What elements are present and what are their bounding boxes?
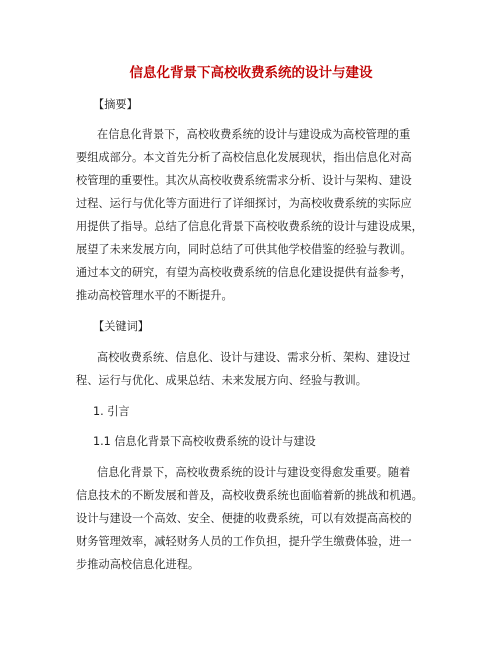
abstract-line: 过程、运行与优化等方面进行了详细探讨，为高校收费系统的实际应 [76, 197, 412, 210]
abstract-line: 要组成部分。本文首先分析了高校信息化发展现状，指出信息化对高 [76, 151, 412, 164]
abstract-heading: 【摘要】 [93, 98, 138, 111]
abstract-line: 校管理的重要性。其次从高校收费系统需求分析、设计与架构、建设 [76, 174, 412, 187]
keywords-heading: 【关键词】 [93, 320, 149, 333]
abstract-line: 用提供了指导。总结了信息化背景下高校收费系统的设计与建设成果， [76, 220, 423, 233]
abstract-line: 在信息化背景下，高校收费系统的设计与建设成为高校管理的重 [97, 128, 411, 141]
body-line: 设计与建设一个高效、安全、便捷的收费系统，可以有效提高高校的 [76, 512, 412, 525]
body-line: 信息化背景下，高校收费系统的设计与建设变得愈发重要。随着 [97, 466, 411, 479]
abstract-line: 展望了未来发展方向，同时总结了可供其他学校借鉴的经验与教训。 [76, 243, 412, 256]
body-line: 财务管理效率，减轻财务人员的工作负担，提升学生缴费体验，进一 [76, 535, 412, 548]
body-line: 步推动高校信息化进程。 [76, 558, 200, 571]
subsection-heading: 1.1 信息化背景下高校收费系统的设计与建设 [93, 435, 316, 448]
keywords-line: 程、运行与优化、成果总结、未来发展方向、经验与教训。 [76, 374, 367, 387]
keywords-line: 高校收费系统、信息化、设计与建设、需求分析、架构、建设过 [97, 351, 411, 364]
body-line: 信息技术的不断发展和普及，高校收费系统也面临着新的挑战和机遇。 [76, 489, 423, 502]
abstract-line: 推动高校管理水平的不断提升。 [76, 289, 233, 302]
section-heading: 1. 引言 [93, 405, 130, 418]
abstract-line: 通过本文的研究，有望为高校收费系统的信息化建设提供有益参考， [76, 266, 412, 279]
document-title: 信息化背景下高校收费系统的设计与建设 [129, 65, 373, 81]
